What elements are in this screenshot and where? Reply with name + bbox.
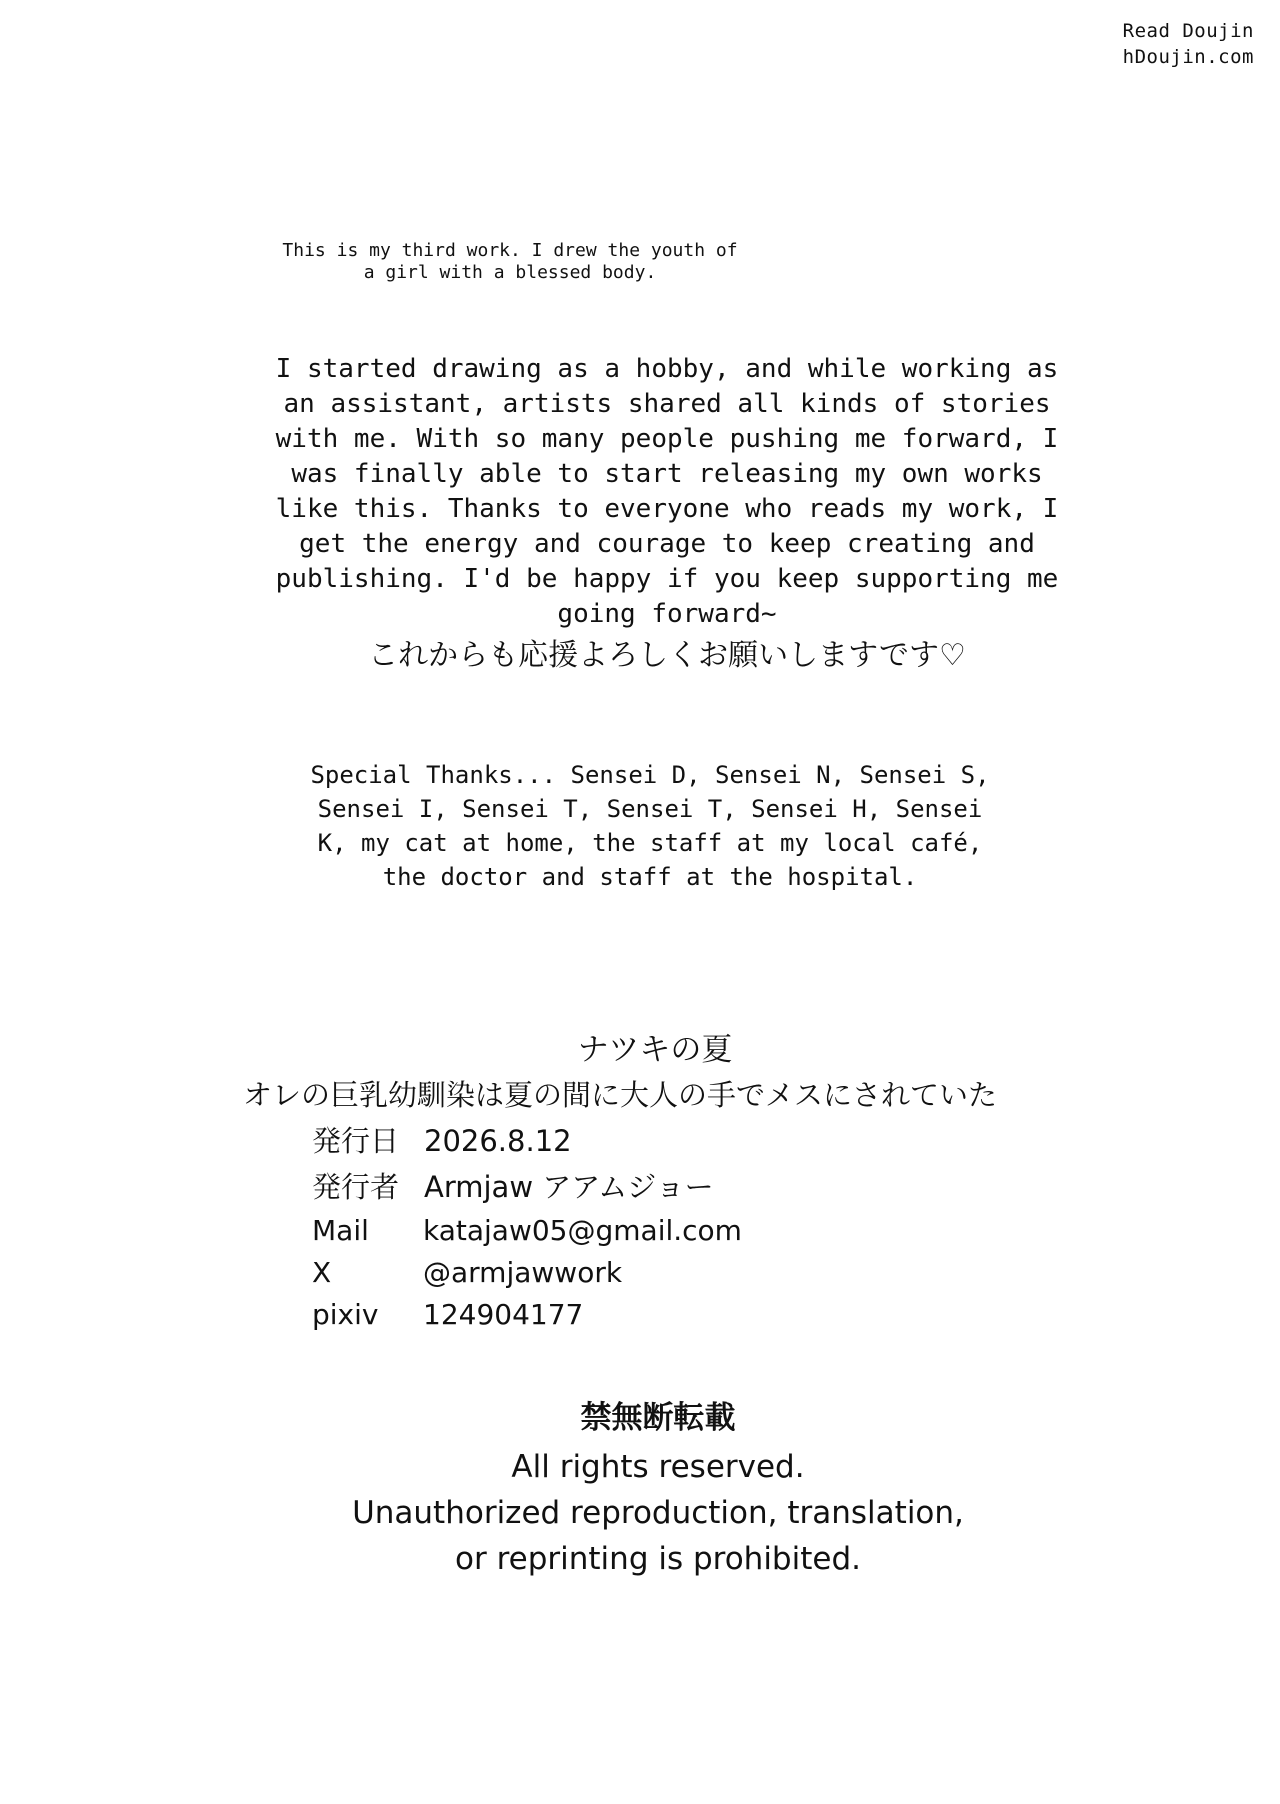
pixiv-value: 124904177 — [423, 1298, 584, 1331]
pixiv-label: pixiv — [312, 1298, 379, 1331]
pixiv-row — [0, 1294, 1280, 1336]
x-label: X — [312, 1256, 332, 1289]
rights-line-2: Unauthorized reproduction, translation, — [352, 1495, 964, 1531]
rights-notice — [18, 1396, 1280, 1582]
book-subtitle: オレの巨乳幼馴染は夏の間に大人の手でメスにされていた — [242, 1078, 997, 1112]
afterword-closing: これからも応援よろしくお願いしますです♡ — [368, 638, 966, 673]
afterword-message — [272, 352, 1062, 674]
rights-notice-jp: 禁無断転載 — [580, 1400, 736, 1436]
publisher-value: Armjaw アアムジョー — [424, 1170, 714, 1204]
publisher-row — [0, 1164, 1280, 1210]
intro-line-1: This is my third work. I drew the youth of — [282, 240, 738, 261]
watermark-line-2: hDoujin.com — [1122, 46, 1254, 68]
issue-date-label: 発行日 — [312, 1124, 400, 1158]
afterword-text: I started drawing as a hobby, and while working as an assistant, artists shared all kinds of stories with me. With so many people pushing me forward, I was finally able to start releasing my own works like this. Thanks to everyone who reads my work, I get the energy and courage to keep creating and publishing. I'd be happy if you keep supporting me going forward~ — [275, 354, 1059, 629]
mail-value: katajaw05@gmail.com — [423, 1214, 742, 1247]
intro-note — [260, 240, 760, 284]
mail-row — [0, 1210, 1280, 1252]
publisher-label: 発行者 — [312, 1170, 400, 1204]
watermark-line-1: Read Doujin — [1122, 20, 1254, 42]
rights-line-3: or reprinting is prohibited. — [455, 1541, 861, 1577]
book-title: ナツキの夏 — [577, 1032, 733, 1068]
issue-date-value: 2026.8.12 — [424, 1124, 572, 1158]
x-value: @armjawwork — [423, 1256, 623, 1289]
issue-date-row — [0, 1118, 1280, 1164]
intro-line-2: a girl with a blessed body. — [363, 262, 657, 283]
mail-label: Mail — [312, 1214, 369, 1247]
rights-line-1: All rights reserved. — [511, 1449, 805, 1485]
special-thanks — [300, 758, 1000, 894]
watermark — [1123, 18, 1254, 70]
x-row — [0, 1252, 1280, 1294]
special-thanks-text: Special Thanks... Sensei D, Sensei N, Sensei S, Sensei I, Sensei T, Sensei T, Sensei H, Sensei K, my cat at home, the staff at my local café, the doctor and staff at the hospital. — [310, 761, 990, 891]
colophon — [0, 1028, 1280, 1336]
